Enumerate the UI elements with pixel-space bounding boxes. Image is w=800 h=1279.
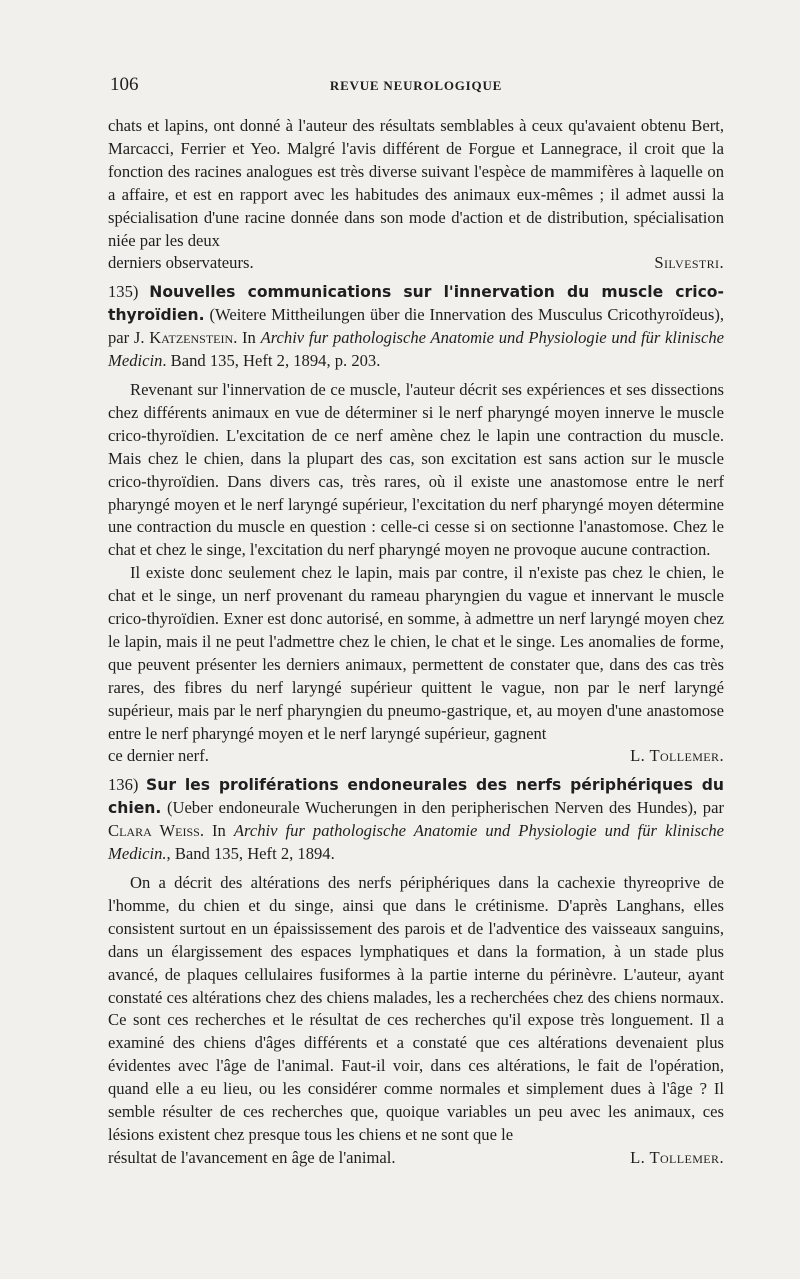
author-signature: L. Tollemer. (630, 1147, 724, 1167)
author-signature: L. Tollemer. (630, 746, 724, 766)
closing-text: derniers observateurs. (108, 253, 254, 273)
article-paragraph: Il existe donc seulement chez le lapin, mais par contre, il n'existe pas chez le chien, le chat et le singe, un nerf provenant du rameau pharyngien du vague et innervant le muscle crico-thyroïdien. Exner est donc autorisé, en somme, à admettre un nerf laryngé moyen chez le lapin, mais il ne peut l'admettre chez le chien, le chat et le singe. Les anomalies de forme, que peuvent présenter les derniers animaux, permettent de constater que, dans des cas très rares, des fibres du nerf laryngé supérieur quittent le vague, non par le nerf laryngé supérieur, mais par le nerf pharyngien du pneumo-gastrique, et, au moyen d'une anastomose entre le nerf pharyngé moyen et le nerf laryngé supérieur, gagnent (108, 563, 724, 743)
article-paragraph: On a décrit des altérations des nerfs périphériques dans la cachexie thyreoprive de l'homme, du chien et du singe, ainsi que dans le crétinisme. D'après Langhans, elles consistent surtout en un épaississement des parois et de l'adventice des vaisseaux sanguins, dans un élargissement des espaces lymphatiques et dans la formation, à un stade plus avancé, de plaques cellulaires fusiformes à la partie interne du périnèvre. L'auteur, ayant constaté ces altérations chez des chiens malades, les a recherchées chez des chiens normaux. Ce sont ces recherches et le résultat de ces recherches qu'il expose très longuement. Il a examiné des chiens d'âges différents et a constaté que ces altérations devenaient plus évidentes avec l'âge de l'animal. Faut-il voir, dans ces altérations, le fait de l'opération, quand elle a eu lieu, ou les considérer comme normales et simplement dues à l'âge ? Il semble résulter de ces recherches que, quoique variables un peu avec les animaux, ces lésions existent chez presque tous les chiens et ne sont que le (108, 873, 724, 1144)
closing-text: résultat de l'avancement en âge de l'animal. (108, 1147, 396, 1167)
continuation-closing-line (108, 252, 724, 275)
article-number: 136) (108, 775, 139, 795)
article-journal: Archiv fur pathologische Anatomie und Physiologie und für klinische Medicin. (108, 821, 724, 864)
article-reference-in: . In (199, 821, 234, 841)
article-closing-line (108, 1147, 724, 1170)
article-reference-in: . In (233, 328, 261, 348)
article-paragraph: Revenant sur l'innervation de ce muscle, l'auteur décrit ses expériences et ses dissections chez différents animaux en vue de déterminer si le nerf pharyngé moyen innerve le muscle crico-thyroïdien. L'excitation de ce nerf amène chez le lapin une contraction du muscle. Mais chez le chien, dans la plupart des cas, son excitation est sans action sur le muscle crico-thyroïdien. Dans divers cas, très rares, où il existe une anastomose entre le nerf pharyngé moyen et le nerf laryngé supérieur, l'excitation du nerf pharyngé moyen détermine une contraction du muscle en question : celle-ci cesse si on sectionne l'anastomose. Chez le chat et chez le singe, l'excitation du nerf pharyngé moyen ne provoque aucune contraction. (108, 379, 724, 560)
article-citation: , Band 135, Heft 2, 1894. (166, 844, 335, 864)
page-body (108, 115, 724, 1170)
article-number: 135) (108, 282, 139, 302)
continuation-paragraph: chats et lapins, ont donné à l'auteur des résultats semblables à ceux qu'avaient obtenu Bert, Marcacci, Ferrier et Yeo. Malgré l'avis différent de Forgue et Lannegrace, il croit que la fonction des racines analogues est très diverse suivant l'espèce de mammifères à laquelle on a affaire, et est en rapport avec les habitudes des animaux eux-mêmes ; il admet aussi la spécialisation d'une racine donnée dans son mode d'action et de distribution, spécialisation niée par les deux (108, 116, 724, 250)
article-journal: Archiv fur pathologische Anatomie und Physiologie und für klinische Medicin (108, 328, 724, 371)
author-signature: Silvestri. (654, 253, 724, 273)
article-author: Katzenstein (149, 328, 234, 348)
closing-text: ce dernier nerf. (108, 746, 209, 766)
article-title: Sur les proliférations endoneurales des nerfs périphériques du chien. (108, 776, 725, 818)
article-heading (108, 281, 724, 373)
article-reference: (Ueber endoneurale Wucherungen in den peripherischen Nerven des Hundes), par (166, 798, 724, 818)
article-heading (108, 774, 724, 866)
article-citation: . Band 135, Heft 2, 1894, p. 203. (162, 351, 381, 371)
article-reference: (Weitere Mittheilungen über die Innervation des Musculus Cricothyroïdeus), par J. (108, 305, 724, 348)
page-number: 106 (110, 74, 139, 95)
article-author: Clara Weiss (108, 821, 200, 841)
page-header (108, 74, 724, 102)
journal-running-title: REVUE NEUROLOGIQUE (329, 78, 503, 93)
article-closing-line (108, 745, 724, 768)
article-title: Nouvelles communications sur l'innervation du muscle crico-thyroïdien. (108, 283, 724, 325)
